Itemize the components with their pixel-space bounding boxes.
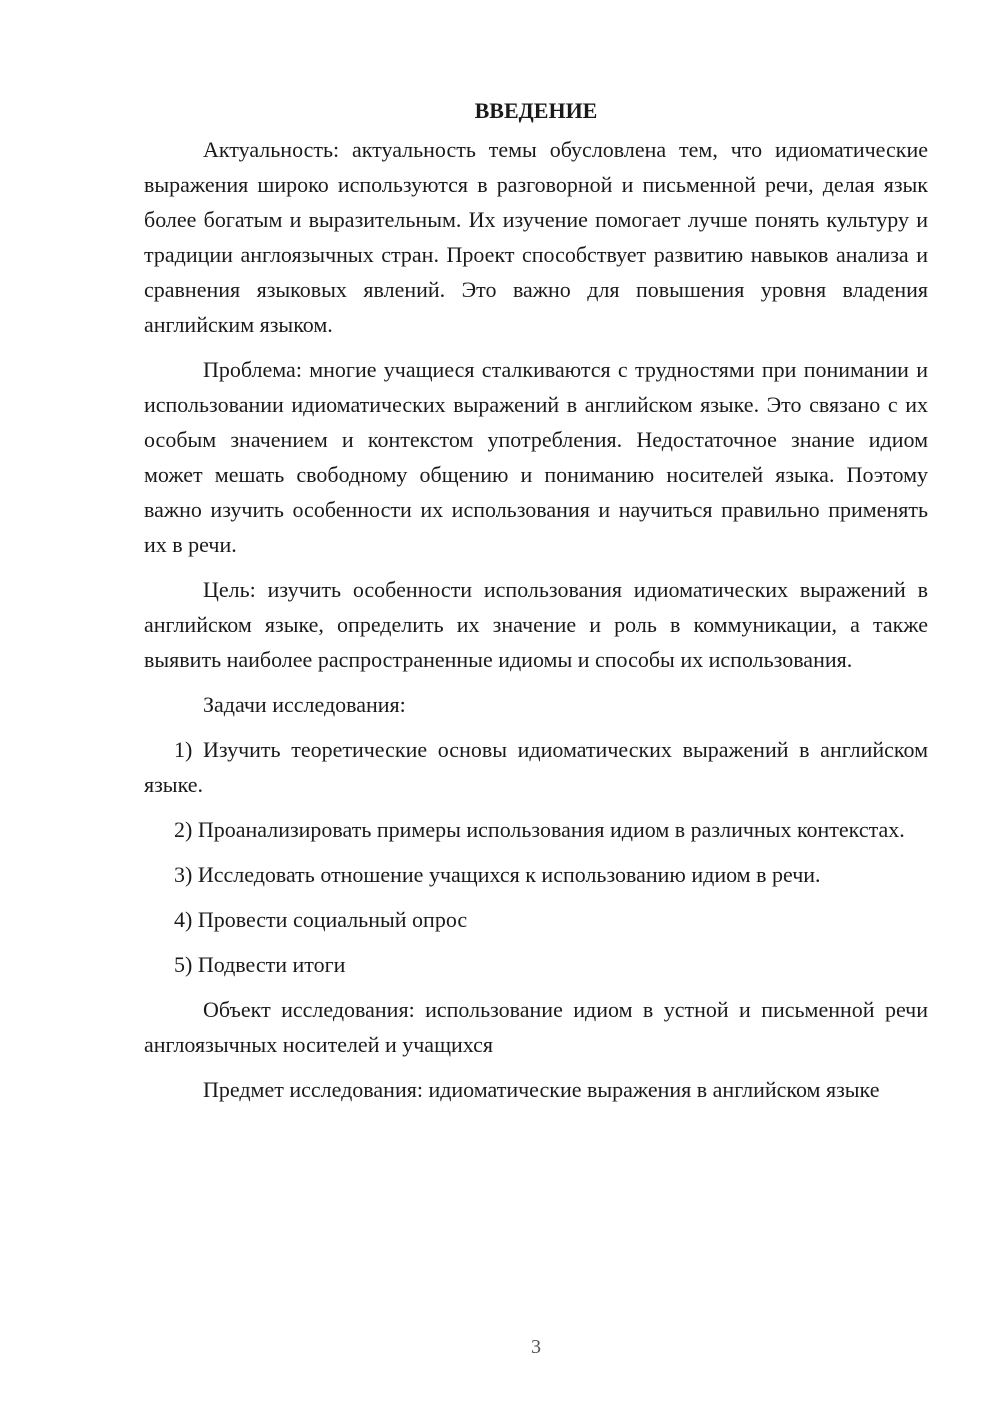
subject-paragraph: Предмет исследования: идиоматические выражения в английском языке: [203, 1077, 880, 1102]
page-title: ВВЕДЕНИЕ: [474, 98, 598, 123]
task-item-1: 1) Изучить теоретические основы идиоматических выражений в английском языке.: [144, 737, 928, 797]
page-content: [144, 96, 928, 1117]
relevance-paragraph: Актуальность: актуальность темы обусловлена тем, что идиоматические выражения широко используются в разговорной и письменной речи, делая язык более богатым и выразительным. Их изучение помогает лучше понять культуру и традиции англоязычных стран. Проект способствует развитию навыков анализа и сравнения языковых явлений. Это важно для повышения уровня владения английским языком.: [144, 137, 928, 337]
task-item-5: 5) Подвести итоги: [174, 952, 346, 977]
problem-paragraph: Проблема: многие учащиеся сталкиваются с трудностями при понимании и использовании идиоматических выражений в английском языке. Это связано с их особым значением и контекстом употребления. Недостаточное знание идиом может мешать свободному общению и пониманию носителей языка. Поэтому важно изучить особенности их использования и научиться правильно применять их в речи.: [144, 357, 928, 557]
tasks-heading: Задачи исследования:: [203, 692, 406, 717]
page-number: 3: [531, 1336, 541, 1358]
goal-paragraph: Цель: изучить особенности использования идиоматических выражений в английском языке, определить их значение и роль в коммуникации, а также выявить наиболее распространенные идиомы и способы их использования.: [144, 577, 928, 672]
task-item-2: 2) Проанализировать примеры использования идиом в различных контекстах.: [174, 817, 905, 842]
task-item-3: 3) Исследовать отношение учащихся к использованию идиом в речи.: [174, 862, 821, 887]
object-paragraph: Объект исследования: использование идиом в устной и письменной речи англоязычных носителей и учащихся: [144, 997, 928, 1057]
task-item-4: 4) Провести социальный опрос: [174, 907, 468, 932]
